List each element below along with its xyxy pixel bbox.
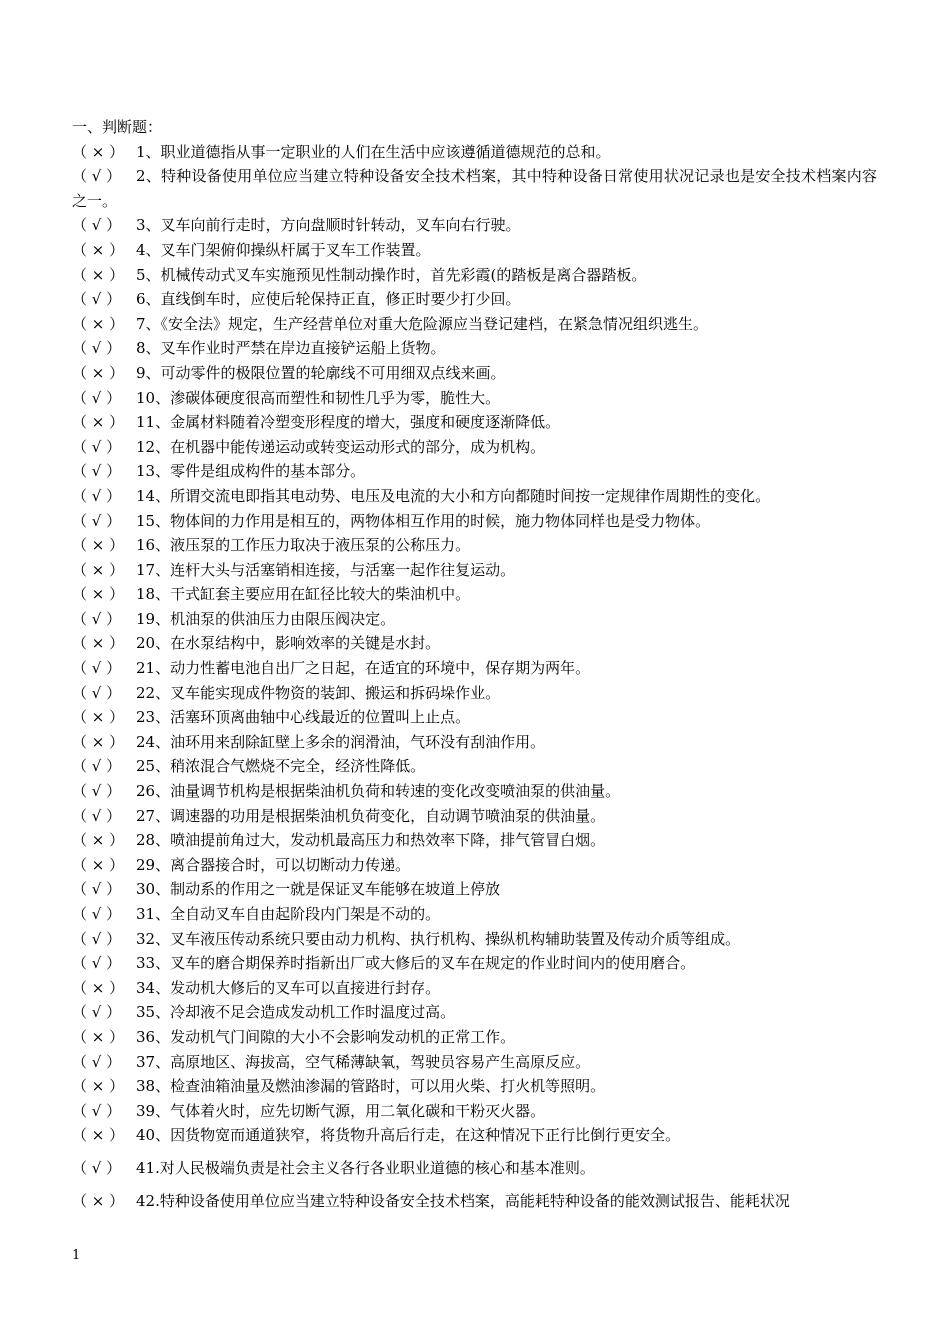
answer-mark: （ × ） — [72, 1191, 125, 1210]
question-item — [72, 213, 877, 238]
question-text: 39、气体着火时，应先切断气源，用二氧化碳和干粉灭火器。 — [136, 1101, 546, 1120]
question-text: 32、叉车液压传动系统只要由动力机构、执行机构、操纵机构辅助装置及传动介质等组成。 — [136, 929, 741, 948]
question-text: 30、制动系的作用之一就是保证叉车能够在坡道上停放 — [136, 880, 501, 899]
question-text: 23、活塞环顶离曲轴中心线最近的位置叫上止点。 — [136, 708, 471, 727]
question-item — [72, 164, 877, 213]
answer-mark: （ √ ） — [72, 757, 122, 776]
question-text: 5、机械传动式叉车实施预见性制动操作时，首先彩霞(的踏板是离合器踏板。 — [136, 265, 647, 284]
section-heading: 一、判断题： — [72, 118, 163, 136]
question-text: 29、离合器接合时，可以切断动力传递。 — [136, 855, 411, 874]
question-item — [72, 877, 877, 902]
question-text: 6、直线倒车时，应使后轮保持正直，修正时要少打少回。 — [136, 290, 521, 309]
question-text: 7、《安全法》规定，生产经营单位对重大危险源应当登记建档，在紧急情况组织逃生。 — [136, 314, 709, 333]
question-text: 20、在水泵结构中，影响效率的关键是水封。 — [136, 634, 441, 653]
answer-mark: （ √ ） — [72, 782, 122, 801]
question-item — [72, 459, 877, 484]
question-item — [72, 853, 877, 878]
answer-mark: （ × ） — [72, 142, 125, 161]
question-text: 33、叉车的磨合期保养时指新出厂或大修后的叉车在规定的作业时间内的使用磨合。 — [136, 954, 696, 973]
answer-mark: （ √ ） — [72, 339, 122, 358]
answer-mark: （ √ ） — [72, 167, 122, 186]
question-text: 18、干式缸套主要应用在缸径比较大的柴油机中。 — [136, 585, 471, 604]
question-text: 8、叉车作业时严禁在岸边直接铲运船上货物。 — [136, 339, 446, 358]
answer-mark: （ × ） — [72, 855, 125, 874]
question-text: 19、机油泵的供油压力由限压阀决定。 — [136, 609, 396, 628]
question-item — [72, 1156, 877, 1181]
question-text: 4、叉车门架俯仰操纵杆属于叉车工作装置。 — [136, 240, 431, 259]
answer-mark: （ × ） — [72, 708, 125, 727]
answer-mark: （ √ ） — [72, 290, 122, 309]
question-text: 28、喷油提前角过大，发动机最高压力和热效率下降，排气管冒白烟。 — [136, 831, 606, 850]
answer-mark: （ √ ） — [72, 1158, 122, 1177]
answer-mark: （ √ ） — [72, 216, 122, 235]
answer-mark: （ √ ） — [72, 806, 122, 825]
question-item — [72, 558, 877, 583]
question-text: 36、发动机气门间隙的大小不会影响发动机的正常工作。 — [136, 1027, 516, 1046]
answer-mark: （ √ ） — [72, 1003, 122, 1022]
question-item — [72, 902, 877, 927]
answer-mark: （ × ） — [72, 978, 125, 997]
question-item — [72, 484, 877, 509]
question-item — [72, 263, 877, 288]
answer-mark: （ √ ） — [72, 929, 122, 948]
answer-mark: （ × ） — [72, 240, 125, 259]
question-item — [72, 312, 877, 337]
question-section — [72, 115, 877, 1213]
question-item — [72, 730, 877, 755]
question-item — [72, 1189, 877, 1214]
question-text: 26、油量调节机构是根据柴油机负荷和转速的变化改变喷油泵的供油量。 — [136, 782, 621, 801]
answer-mark: （ √ ） — [72, 1101, 122, 1120]
question-text: 22、叉车能实现成件物资的装卸、搬运和拆码垛作业。 — [136, 683, 501, 702]
question-text: 11、金属材料随着冷塑变形程度的增大，强度和硬度逐渐降低。 — [136, 413, 561, 432]
question-text: 41.对人民极端负责是社会主义各行各业职业道德的核心和基本准则。 — [136, 1158, 595, 1177]
question-item — [72, 287, 877, 312]
answer-mark: （ × ） — [72, 560, 125, 579]
question-text: 2、特种设备使用单位应当建立特种设备安全技术档案，其中特种设备日常使用状况记录也是安全技术档案内容之一。 — [72, 167, 877, 210]
question-text: 13、零件是组成构件的基本部分。 — [136, 462, 366, 481]
question-text: 34、发动机大修后的叉车可以直接进行封存。 — [136, 978, 441, 997]
question-item — [72, 1050, 877, 1075]
answer-mark: （ √ ） — [72, 880, 122, 899]
answer-mark: （ × ） — [72, 314, 125, 333]
question-item — [72, 804, 877, 829]
answer-mark: （ × ） — [72, 1126, 125, 1145]
question-item — [72, 828, 877, 853]
answer-mark: （ × ） — [72, 634, 125, 653]
question-item — [72, 631, 877, 656]
answer-mark: （ × ） — [72, 1077, 125, 1096]
question-text: 27、调速器的功用是根据柴油机负荷变化，自动调节喷油泵的供油量。 — [136, 806, 606, 825]
question-item — [72, 1123, 877, 1148]
answer-mark: （ × ） — [72, 732, 125, 751]
question-item — [72, 927, 877, 952]
question-text: 15、物体间的力作用是相互的，两物体相互作用的时候，施力物体同样也是受力物体。 — [136, 511, 711, 530]
answer-mark: （ √ ） — [72, 954, 122, 973]
question-text: 1、职业道德指从事一定职业的人们在生活中应该遵循道德规范的总和。 — [136, 142, 611, 161]
question-item — [72, 754, 877, 779]
question-item — [72, 656, 877, 681]
question-text: 24、油环用来刮除缸壁上多余的润滑油，气环没有刮油作用。 — [136, 732, 546, 751]
answer-mark: （ √ ） — [72, 1052, 122, 1071]
question-item — [72, 533, 877, 558]
answer-mark: （ √ ） — [72, 609, 122, 628]
question-text: 40、因货物宽而通道狭窄，将货物升高后行走，在这种情况下正行比倒行更安全。 — [136, 1126, 681, 1145]
answer-mark: （ × ） — [72, 265, 125, 284]
answer-mark: （ × ） — [72, 831, 125, 850]
question-item — [72, 607, 877, 632]
answer-mark: （ × ） — [72, 585, 125, 604]
question-item — [72, 582, 877, 607]
question-item — [72, 361, 877, 386]
question-text: 42.特种设备使用单位应当建立特种设备安全技术档案，高能耗特种设备的能效测试报告、能耗状况 — [136, 1191, 790, 1210]
question-item — [72, 140, 877, 165]
question-item — [72, 336, 877, 361]
question-item — [72, 951, 877, 976]
page-number: 1 — [72, 1248, 81, 1263]
question-text: 3、叉车向前行走时，方向盘顺时针转动，叉车向右行驶。 — [136, 216, 521, 235]
question-item — [72, 410, 877, 435]
answer-mark: （ √ ） — [72, 388, 122, 407]
question-text: 25、稍浓混合气燃烧不完全，经济性降低。 — [136, 757, 426, 776]
answer-mark: （ √ ） — [72, 437, 122, 456]
question-text: 14、所谓交流电即指其电动势、电压及电流的大小和方向都随时间按一定规律作周期性的变化。 — [136, 486, 771, 505]
question-item — [72, 435, 877, 460]
question-text: 16、液压泵的工作压力取决于液压泵的公称压力。 — [136, 536, 471, 555]
question-item — [72, 1099, 877, 1124]
answer-mark: （ × ） — [72, 1027, 125, 1046]
answer-mark: （ × ） — [72, 363, 125, 382]
question-item — [72, 1074, 877, 1099]
answer-mark: （ √ ） — [72, 511, 122, 530]
question-item — [72, 1000, 877, 1025]
question-text: 31、全自动叉车自由起阶段内门架是不动的。 — [136, 905, 441, 923]
question-item — [72, 386, 877, 411]
question-item — [72, 779, 877, 804]
question-item — [72, 238, 877, 263]
question-item — [72, 976, 877, 1001]
question-text: 10、渗碳体硬度很高而塑性和韧性几乎为零，脆性大。 — [136, 388, 501, 407]
question-list — [72, 140, 877, 1214]
question-text: 37、高原地区、海拔高，空气稀薄缺氧，驾驶员容易产生高原反应。 — [136, 1052, 591, 1071]
answer-mark: （ √ ） — [72, 683, 122, 702]
answer-mark: （ × ） — [72, 413, 125, 432]
answer-mark: （ √ ） — [72, 905, 122, 923]
question-text: 38、检查油箱油量及燃油渗漏的管路时，可以用火柴、打火机等照明。 — [136, 1077, 606, 1096]
question-text: 21、动力性蓄电池自出厂之日起，在适宜的环境中，保存期为两年。 — [136, 659, 591, 678]
answer-mark: （ √ ） — [72, 486, 122, 505]
question-text: 9、可动零件的极限位置的轮廓线不可用细双点线来画。 — [136, 363, 506, 382]
answer-mark: （ √ ） — [72, 659, 122, 678]
answer-mark: （ × ） — [72, 536, 125, 555]
answer-mark: （ √ ） — [72, 462, 122, 481]
question-text: 12、在机器中能传递运动或转变运动形式的部分，成为机构。 — [136, 437, 546, 456]
question-item — [72, 1025, 877, 1050]
question-item — [72, 509, 877, 534]
question-item — [72, 681, 877, 706]
question-text: 17、连杆大头与活塞销相连接，与活塞一起作往复运动。 — [136, 560, 516, 579]
question-item — [72, 705, 877, 730]
question-text: 35、冷却液不足会造成发动机工作时温度过高。 — [136, 1003, 456, 1022]
